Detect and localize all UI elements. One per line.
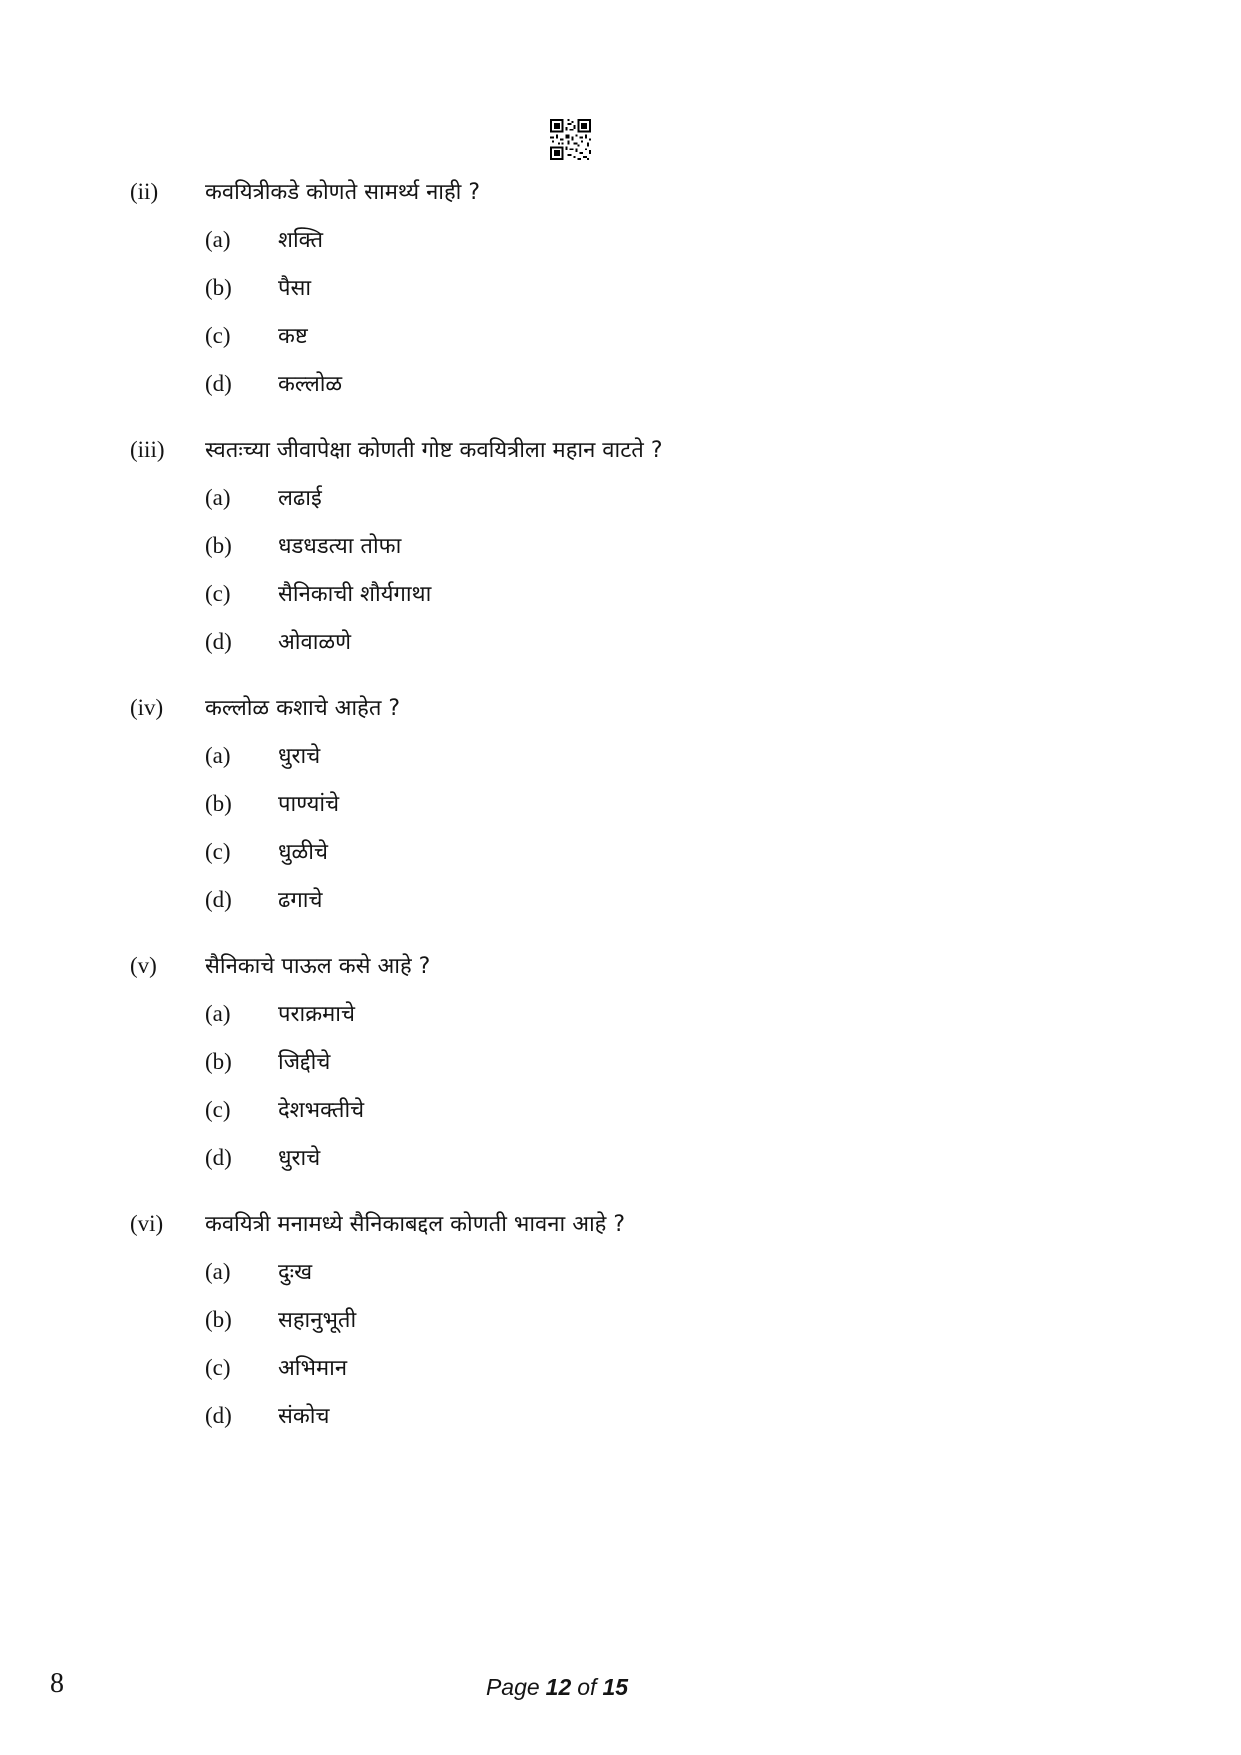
option-row: [205, 312, 1140, 360]
option-text: धडधडत्या तोफा: [278, 534, 402, 559]
question-number: (ii): [130, 179, 159, 204]
option-label: (c): [205, 1097, 231, 1122]
footer-pagination: [0, 1674, 1114, 1701]
question-text: स्वतःच्या जीवापेक्षा कोणती गोष्ट कवयित्रीला महान वाटते ?: [205, 438, 663, 463]
option-text: धुराचे: [278, 744, 321, 769]
option-row: [205, 522, 1140, 570]
option-row: [205, 570, 1140, 618]
option-text: देशभक्तीचे: [278, 1098, 365, 1123]
option-label: (b): [205, 1307, 232, 1332]
question: [130, 426, 1140, 666]
option-text: धुराचे: [278, 1146, 321, 1171]
question-number: (vi): [130, 1211, 164, 1236]
option-text: लढाई: [278, 486, 322, 511]
option-label: (a): [205, 485, 231, 510]
option-text: अभिमान: [278, 1356, 348, 1381]
option-row: [205, 780, 1140, 828]
option-text: पैसा: [278, 276, 312, 301]
option-text: पराक्रमाचे: [278, 1002, 355, 1027]
option-row: [205, 1038, 1140, 1086]
option-label: (d): [205, 1145, 232, 1170]
option-label: (a): [205, 1259, 231, 1284]
question-number: (iv): [130, 695, 164, 720]
option-text: पाण्यांचे: [278, 792, 340, 817]
option-label: (b): [205, 1049, 232, 1074]
option-label: (c): [205, 581, 231, 606]
footer-total-pages: 15: [602, 1674, 629, 1700]
option-text: संकोच: [278, 1404, 330, 1429]
option-text: कल्लोळ: [278, 372, 343, 397]
question: [130, 942, 1140, 1182]
option-row: [205, 216, 1140, 264]
option-text: धुळीचे: [278, 840, 328, 865]
option-row: [205, 828, 1140, 876]
option-label: (d): [205, 629, 232, 654]
question-text: कल्लोळ कशाचे आहेत ?: [205, 696, 401, 721]
footer-current-page: 12: [545, 1674, 572, 1700]
option-row: [205, 1392, 1140, 1440]
option-row: [205, 360, 1140, 408]
option-row: [205, 1344, 1140, 1392]
option-row: [205, 732, 1140, 780]
question-text: सैनिकाचे पाऊल कसे आहे ?: [205, 954, 431, 979]
question-list: [130, 168, 1140, 1440]
option-text: दुःख: [278, 1260, 313, 1285]
question-text: कवयित्री मनामध्ये सैनिकाबद्दल कोणती भावना आहे ?: [205, 1212, 626, 1237]
option-label: (b): [205, 275, 232, 300]
option-label: (a): [205, 1001, 231, 1026]
option-text: सहानुभूती: [278, 1308, 357, 1333]
question-number: (v): [130, 953, 157, 978]
qr-code-icon: [550, 119, 591, 160]
option-row: [205, 1134, 1140, 1182]
option-row: [205, 990, 1140, 1038]
option-label: (a): [205, 743, 231, 768]
option-row: [205, 1086, 1140, 1134]
option-text: सैनिकाची शौर्यगाथा: [278, 582, 432, 607]
option-text: ओवाळणे: [278, 630, 352, 655]
option-text: जिद्दीचे: [278, 1050, 331, 1075]
option-row: [205, 618, 1140, 666]
option-text: शक्ति: [278, 228, 323, 253]
option-label: (d): [205, 371, 232, 396]
question: [130, 684, 1140, 924]
option-label: (a): [205, 227, 231, 252]
option-text: कष्ट: [278, 324, 308, 349]
option-row: [205, 264, 1140, 312]
question: [130, 1200, 1140, 1440]
option-label: (c): [205, 1355, 231, 1380]
question: [130, 168, 1140, 408]
option-text: ढगाचे: [278, 888, 323, 913]
option-row: [205, 1248, 1140, 1296]
question-number: (iii): [130, 437, 165, 462]
option-label: (c): [205, 323, 231, 348]
option-row: [205, 474, 1140, 522]
option-label: (b): [205, 791, 232, 816]
option-label: (b): [205, 533, 232, 558]
footer-question-paper-number: 8: [50, 1668, 64, 1699]
option-label: (c): [205, 839, 231, 864]
footer-of-word: of: [577, 1674, 597, 1700]
question-text: कवयित्रीकडे कोणते सामर्थ्य नाही ?: [205, 180, 481, 205]
footer-page-word: Page: [485, 1674, 540, 1700]
option-label: (d): [205, 1403, 232, 1428]
option-row: [205, 876, 1140, 924]
option-label: (d): [205, 887, 232, 912]
option-row: [205, 1296, 1140, 1344]
